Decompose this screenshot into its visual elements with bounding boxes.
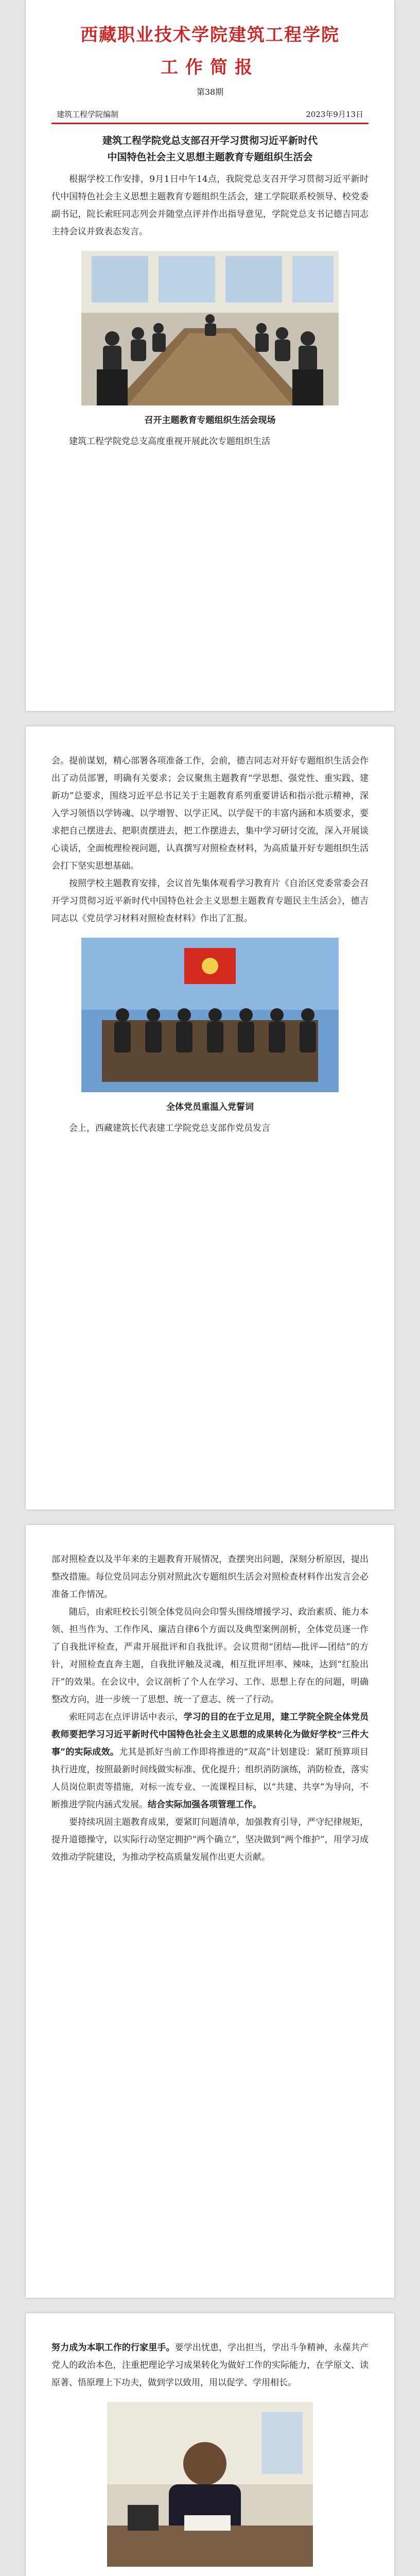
page-2 <box>26 726 394 1510</box>
page-3 <box>26 1525 394 2298</box>
org-title: 西藏职业技术学院建筑工程学院 <box>80 25 340 45</box>
issue-date: 2023年9月13日 <box>306 110 363 119</box>
issue-number: 第38期 <box>196 87 224 97</box>
paragraph-2-start: 建筑工程学院党总支高度重视开展此次专题组织生活 <box>69 436 270 447</box>
meta-row <box>51 109 369 120</box>
paragraph-8 <box>51 2339 369 2392</box>
p6-mid: 尤其是抓好当前工作即将推进的“双高”计划建设：紧盯预算项目执行进度，按照最新时间线做实标准、优化提升；组织消防演练，消防检查，落实人员岗位职责等措施，对标一流专业、一流课程目标，以“共建、共享”为导向，不断推进学院内涵式发展。 <box>51 1747 369 1810</box>
editor: 建筑工程学院编制 <box>57 110 119 119</box>
red-divider <box>51 123 369 124</box>
paragraph-3: 按照学校主题教育安排，会议首先集体观看学习教育片《自治区党委常委会召开学习贯彻习近平新时代中国特色社会主义思想主题教育专题民主生活会》，德吉同志以《党员学习材料对照检查材料》作出了汇报。 <box>51 878 369 924</box>
speaker-photo <box>107 2402 313 2567</box>
meeting-photo <box>81 251 339 405</box>
paragraph-6 <box>51 1708 369 1814</box>
headline <box>51 132 369 165</box>
paragraph-2-cont: 会。提前谋划，精心部署各项准备工作，会前，德吉同志对开好专题组织生活会作出了动员部署，明确有关要求；会议聚焦主题教育“学思想、强党性、重实践、建新功”总要求，围绕习近平总书记关于主题教育系列重要讲话和指示批示精神，深入学习领悟以学铸魂、以学增智、以学正风、以学促干的丰富内涵和本质要求，要求把自己摆进去、把职责摆进去，把工作摆进去，集中学习研讨交流，深入开展谈心谈话，全面梳理检视问题，认真撰写对照检查材料，为高质量开好专题组织生活会打下坚实思想基础。 <box>51 756 369 871</box>
p6-end: 结合实际加强各项管理工作。 <box>148 1800 261 1810</box>
photo-caption-3 <box>51 2574 369 2576</box>
page-1 <box>26 0 394 711</box>
page-4 <box>26 2313 394 2576</box>
bulletin-title: 工作简报 <box>161 57 259 78</box>
p6-lead: 索旺同志在点评讲话中表示， <box>69 1712 184 1722</box>
headline-line-2: 中国特色社会主义思想主题教育专题组织生活会 <box>107 151 313 163</box>
p8-lead: 努力成为本职工作的行家里手。 <box>51 2343 175 2353</box>
paragraph-5: 随后，由索旺校长引领全体党员向会印誓头围绕增援学习、政治素质、能力本领、担当作为、工作作风、廉洁自律6个方面以及典型案例剖析，全体党员逐一作了自我批评检查，严肃开展批评和自我批评。会议贯彻“团结—批评—团结”的方针，对照检查直奔主题，自我批评触及灵魂，相互批评坦率、辣味，达到“红脸出汗”的效果。在会议中，会议剖析了个人在学习、工作、思想上存在的问题，明确整改方向，进一步统一了思想、统一了意志、统一了行动。 <box>51 1607 369 1705</box>
paragraph-4-start: 会上，西藏建筑长代表建工学院党总支部作党员发言 <box>69 1123 270 1133</box>
p8-body: 要学出忧患，学出担当，学出斗争精神，永葆共产党人的政治本色，注重把理论学习成果转化为做好工作的实际能力，在学原文、读原著、悟原理上下功夫，做到学以致用，用以促学、学用相长。 <box>51 2343 369 2388</box>
p6-bold: 学习的目的在于立足用，建工学院全院全体党员教师要把学习习近平新时代中国特色社会主义思想的成果转化为做好学校“三件大事”的实际成效。 <box>51 1712 369 1757</box>
photo-caption-2: 全体党员重温入党誓词 <box>166 1102 254 1112</box>
photo-caption-1: 召开主题教育专题组织生活会现场 <box>144 415 276 426</box>
headline-line-1: 建筑工程学院党总支部召开学习贯彻习近平新时代 <box>102 135 318 146</box>
paragraph-intro: 根据学校工作安排，9月1日中午14点，我院党总支召开学习贯彻习近平新时代中国特色社会主义思想主题教育专题组织生活会，建工学院联系校领导、校党委副书记，院长索旺同志列会并随堂点评并作出指导意见，学院党总支书记德吉同志主持会议并致表态发言。 <box>51 174 369 237</box>
paragraph-7: 要持续巩固主题教育成果，要紧盯问题清单，加强教育引导，严守纪律规矩，提升道德操守，以实际行动坚定拥护“两个确立”，坚决做到“两个维护”，用学习成效推动学院建设，为推动学校高质量发展作出更大贡献。 <box>51 1817 369 1862</box>
party-oath-photo <box>81 938 339 1092</box>
paragraph-4-cont: 部对照检查以及半年来的主题教育开展情况，查摆突出问题，深刻分析原因，提出整改措施。每位党员同志分别对照此次专题组织生活会对照检查材料作出发言会必准备工作情况。 <box>51 1554 369 1600</box>
